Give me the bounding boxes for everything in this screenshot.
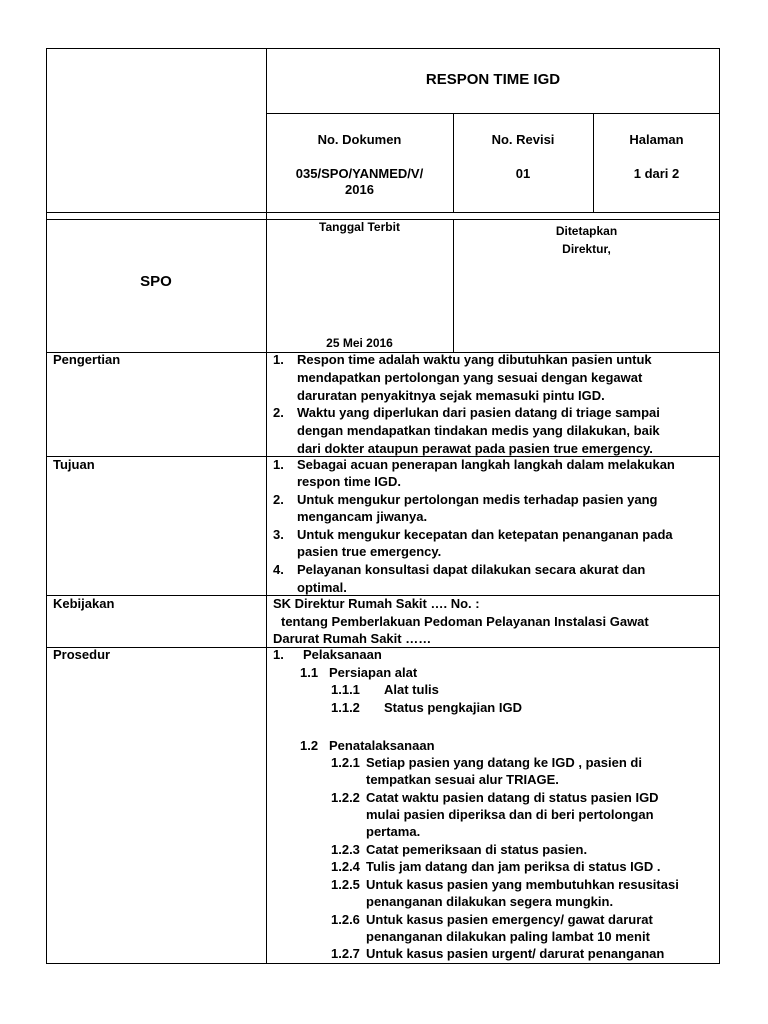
no-dokumen-label: No. Dokumen xyxy=(317,132,402,147)
no-dokumen-value-line1: 035/SPO/YANMED/V/ xyxy=(295,166,424,181)
subsection-num: 1.1 xyxy=(300,665,319,680)
prosedur-label: Prosedur xyxy=(53,647,111,662)
kebijakan-label: Kebijakan xyxy=(53,596,115,611)
spo-label: SPO xyxy=(140,273,172,290)
pengertian-label: Pengertian xyxy=(53,352,121,367)
kebijakan-line3: Darurat Rumah Sakit …… xyxy=(273,631,432,646)
kebijakan-line1: SK Direktur Rumah Sakit …. No. : xyxy=(273,596,480,611)
tanggal-terbit-label: Tanggal Terbit xyxy=(319,220,400,234)
no-revisi-value: 01 xyxy=(515,166,531,181)
prosedur-section-title: Pelaksanaan xyxy=(303,647,382,662)
tujuan-label: Tujuan xyxy=(53,457,95,472)
subsection-title: Penatalaksanaan xyxy=(329,738,435,753)
kebijakan-line2: tentang Pemberlakuan Pedoman Pelayanan Instalasi Gawat xyxy=(281,614,649,629)
ditetapkan-label: Ditetapkan xyxy=(555,224,618,238)
halaman-label: Halaman xyxy=(629,132,684,147)
item-title: Alat tulis xyxy=(384,682,439,697)
prosedur-section-num: 1. xyxy=(273,647,284,662)
item-title: Status pengkajian IGD xyxy=(384,700,522,715)
subsection-num: 1.2 xyxy=(300,738,319,753)
document-title: RESPON TIME IGD xyxy=(425,71,561,88)
item-num: 1.1.1 xyxy=(331,682,360,697)
subsection-title: Persiapan alat xyxy=(329,665,418,680)
halaman-value: 1 dari 2 xyxy=(633,166,680,181)
no-revisi-label: No. Revisi xyxy=(491,132,555,147)
item-num: 1.1.2 xyxy=(331,700,360,715)
direktur-label: Direktur, xyxy=(562,242,611,256)
tanggal-terbit-value: 25 Mei 2016 xyxy=(326,336,393,350)
no-dokumen-value-line2: 2016 xyxy=(345,182,374,197)
